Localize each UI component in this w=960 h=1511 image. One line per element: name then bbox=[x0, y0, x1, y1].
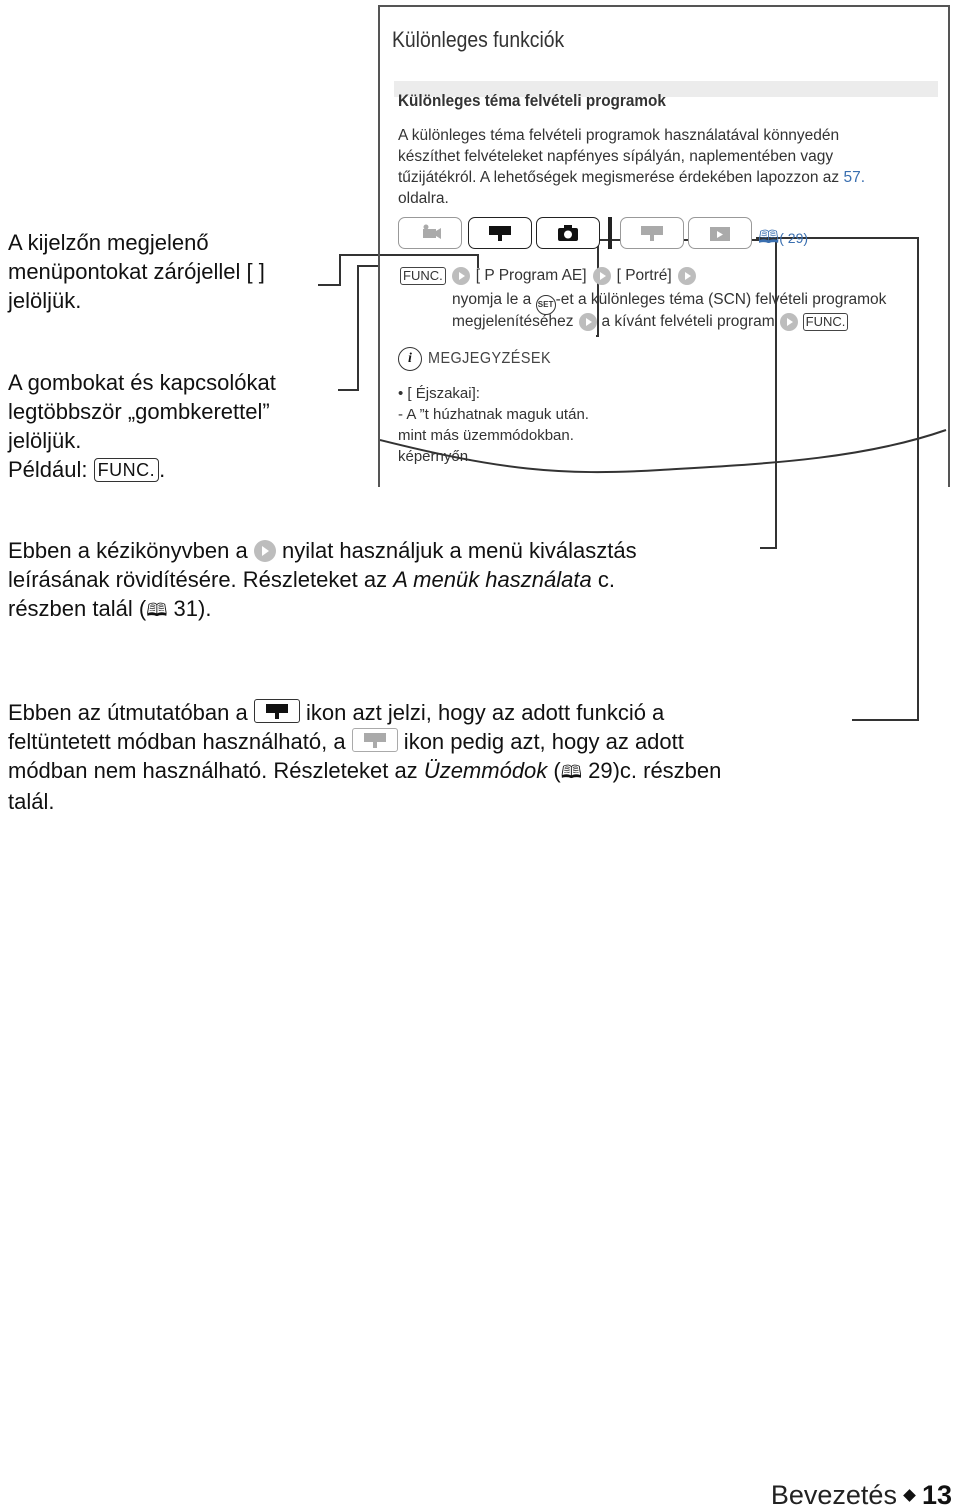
info-icon: i bbox=[398, 347, 422, 371]
excerpt-subtitle: Különleges téma felvételi programok bbox=[398, 91, 666, 110]
menu-arrow-icon bbox=[780, 313, 798, 331]
body-line: készíthet felvételeket napfényes sípályán, naplementében vagy bbox=[398, 148, 834, 165]
auto-camera-icon bbox=[398, 217, 462, 249]
menu-arrow-icon bbox=[678, 267, 696, 285]
func-button-frame: FUNC. bbox=[400, 267, 446, 285]
func-button-frame: FUNC. bbox=[94, 458, 160, 482]
annotation-line: jelöljük. bbox=[8, 428, 82, 453]
para-text: részben talál ( bbox=[8, 596, 147, 621]
movie-mode-icon bbox=[468, 217, 532, 249]
buttons-annotation bbox=[8, 368, 276, 484]
step-text: -et a különleges téma (SCN) felvételi programok bbox=[555, 291, 887, 308]
book-icon: 🕮 bbox=[758, 227, 780, 248]
step-text: megjelenítéséhez bbox=[452, 313, 574, 330]
photo-mode-icon bbox=[536, 217, 600, 249]
step-text: a kívánt felvételi program bbox=[601, 313, 775, 330]
note-line: • [ Éjszakai]: bbox=[398, 385, 480, 402]
menu-arrow-icon bbox=[254, 540, 276, 562]
para-text: ikon azt jelzi, hogy az adott funkció a bbox=[299, 700, 665, 725]
movie-mode-unavailable-icon bbox=[352, 728, 398, 752]
para-text: módban nem használható. Részleteket az bbox=[8, 758, 424, 783]
body-line: oldalra. bbox=[398, 190, 449, 207]
page-reference-text[interactable]: 29)c. részben bbox=[581, 758, 722, 783]
page-number: 13 bbox=[921, 1480, 952, 1510]
excerpt-body bbox=[398, 125, 918, 209]
page-reference[interactable] bbox=[758, 225, 808, 255]
annotation-example bbox=[8, 455, 276, 484]
menu-step-line bbox=[400, 267, 696, 285]
note-line: képernyőn. bbox=[398, 448, 473, 465]
operating-modes-title: Üzemmódok bbox=[423, 758, 548, 783]
page-excerpt bbox=[378, 5, 950, 487]
mode-icon-explanation-paragraph bbox=[8, 698, 721, 816]
para-line bbox=[8, 565, 637, 594]
para-line bbox=[8, 756, 721, 787]
movie-playback-icon bbox=[620, 217, 684, 249]
page-reference-text[interactable]: 31). bbox=[167, 596, 212, 621]
notes-label: MEGJEGYZÉSEK bbox=[428, 350, 552, 367]
menu-arrow-icon bbox=[579, 313, 597, 331]
annotation-line: A gombokat és kapcsolókat bbox=[8, 370, 276, 395]
step-text: nyomja le a bbox=[452, 291, 536, 308]
para-text: ikon pedig azt, hogy az adott bbox=[397, 729, 684, 754]
para-line: talál. bbox=[8, 789, 55, 814]
annotation-line: menüpontokat zárójellel [ ] bbox=[8, 259, 265, 284]
movie-mode-available-icon bbox=[254, 699, 300, 723]
para-line bbox=[8, 536, 637, 565]
page-reference-text: ( 29) bbox=[779, 230, 809, 246]
mode-separator bbox=[608, 217, 612, 249]
set-button-icon: SET bbox=[536, 295, 556, 315]
page-footer bbox=[771, 1480, 952, 1511]
diamond-icon bbox=[903, 1489, 916, 1502]
photo-playback-icon bbox=[688, 217, 752, 249]
book-icon: 🕮 bbox=[146, 600, 168, 621]
annotation-line: A kijelzőn megjelenő bbox=[8, 230, 209, 255]
excerpt-title: Különleges funkciók bbox=[392, 27, 565, 52]
menu-step-line bbox=[452, 313, 848, 331]
menu-usage-title: A menük használata bbox=[393, 567, 592, 592]
notes-body bbox=[398, 383, 589, 467]
para-line bbox=[8, 698, 721, 727]
page-link[interactable]: 57. bbox=[843, 169, 866, 186]
para-line bbox=[8, 727, 721, 756]
para-text: ( bbox=[547, 758, 561, 783]
body-line bbox=[398, 167, 918, 188]
arrow-explanation-paragraph bbox=[8, 536, 637, 625]
example-prefix: Például: bbox=[8, 457, 94, 482]
body-line-text: tűzijátékról. A lehetőségek megismerése érdekében lapozzon az bbox=[398, 169, 844, 186]
section-name: Bevezetés bbox=[770, 1480, 897, 1510]
note-line: mint más üzemmódokban. bbox=[398, 427, 574, 444]
para-text: Ebben az útmutatóban a bbox=[8, 700, 254, 725]
para-text: c. bbox=[591, 567, 615, 592]
note-line: - A ”t húzhatnak maguk után. bbox=[398, 406, 589, 423]
para-text: leírásának rövidítésére. Részleteket az bbox=[8, 567, 394, 592]
program-ae-item: [ P Program AE] bbox=[475, 267, 587, 284]
book-icon: 🕮 bbox=[560, 762, 582, 783]
menu-arrow-icon bbox=[452, 267, 470, 285]
annotation-line: jelöljük. bbox=[8, 288, 82, 313]
notes-header bbox=[398, 347, 565, 371]
body-line: A különleges téma felvételi programok használatával könnyedén bbox=[398, 127, 840, 144]
menu-step-line bbox=[452, 291, 886, 315]
example-suffix: . bbox=[159, 457, 166, 482]
para-text: feltüntetett módban használható, a bbox=[8, 729, 352, 754]
para-line bbox=[8, 594, 637, 625]
para-text: Ebben a kézikönyvben a bbox=[8, 538, 254, 563]
menu-arrow-icon bbox=[593, 267, 611, 285]
annotation-line: legtöbbször „gombkerettel” bbox=[8, 399, 270, 424]
brackets-annotation bbox=[8, 228, 265, 315]
portrait-item: [ Portré] bbox=[616, 267, 672, 284]
para-text: nyilat használjuk a menü kiválasztás bbox=[275, 538, 637, 563]
func-button-frame: FUNC. bbox=[803, 313, 849, 331]
